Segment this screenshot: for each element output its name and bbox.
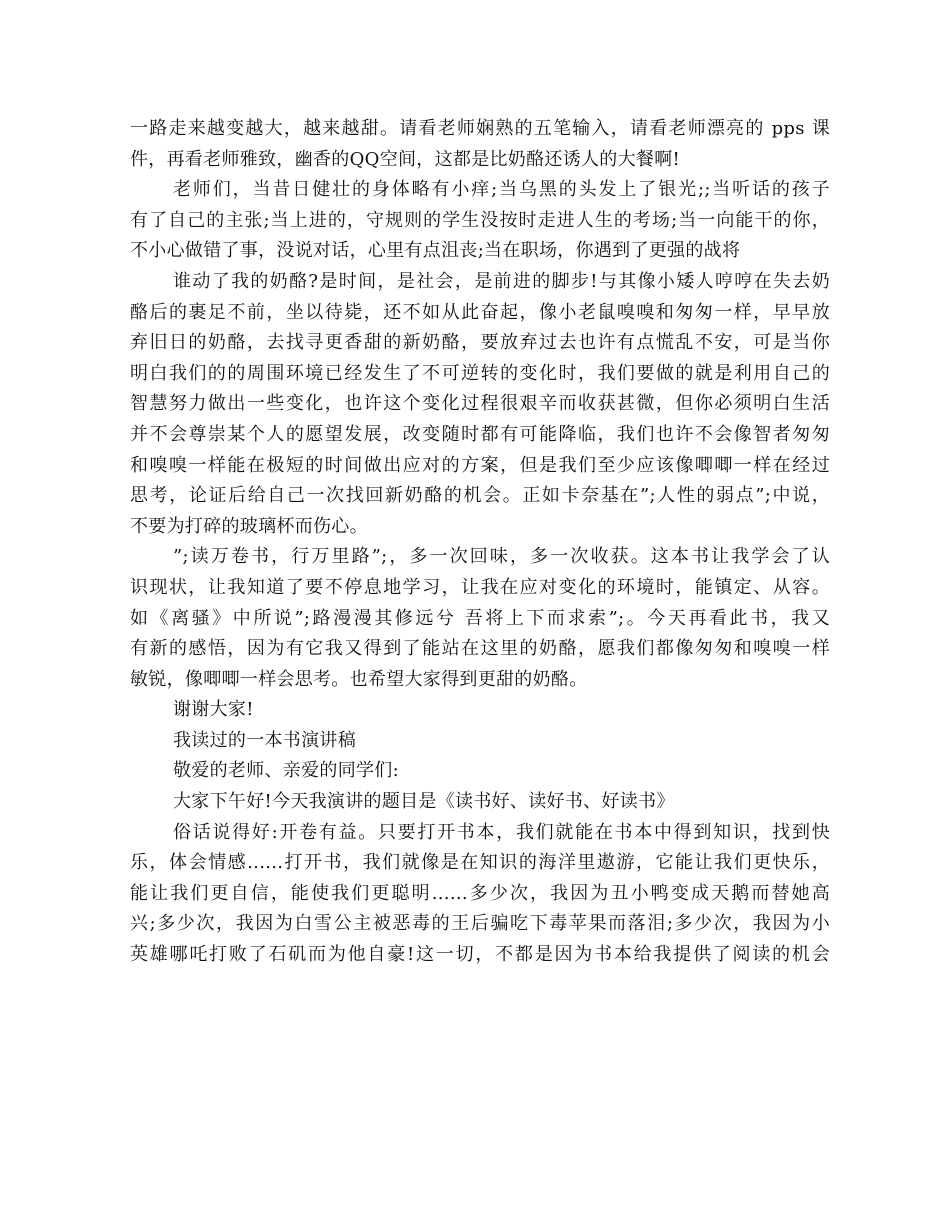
text-line: 敏锐，像唧唧一样会思考。也希望大家得到更甜的奶酪。 [130,668,588,690]
text-line: 有新的感悟，因为有它我又得到了能站在这里的奶酪，愿我们都像匆匆和嗅嗅一样 [130,638,830,660]
text-line: 不小心做错了事，没说对话，心里有点沮丧;当在职场，你遇到了更强的战将 [130,240,741,262]
text-line: 有了自己的主张;当上进的，守规则的学生没按时走进人生的考场;当一向能干的你， [130,209,830,231]
text-line: 弃旧日的奶酪，去找寻更香甜的新奶酪，要放弃过去也许有点慌乱不安，可是当你 [130,332,830,354]
text-line: 英雄哪吒打败了石矶而为他自豪!这一切，不都是因为书本给我提供了阅读的机会 [130,944,830,966]
text-line: 我读过的一本书演讲稿 [173,729,356,751]
text-line: 不要为打碎的玻璃杯而伤心。 [130,515,368,537]
body-text [130,114,830,971]
text-line: 俗话说得好:开卷有益。只要打开书本，我们就能在书本中得到知识，找到快 [173,821,830,843]
text-line: 思考，论证后给自己一次找回新奶酪的机会。正如卡奈基在”;人性的弱点”;中说， [130,485,830,507]
text-line: 明白我们的的周围环境已经发生了不可逆转的变化时，我们要做的就是利用自己的 [130,362,830,384]
text-line: 酪后的裹足不前，坐以待毙，还不如从此奋起，像小老鼠嗅嗅和匆匆一样，早早放 [130,301,830,323]
text-line: 兴;多少次，我因为白雪公主被恶毒的王后骗吃下毒苹果而落泪;多少次，我因为小 [130,913,830,935]
text-line: 谁动了我的奶酪?是时间，是社会，是前进的脚步!与其像小矮人哼哼在失去奶 [173,270,830,292]
text-line: ”;读万卷书，行万里路”;，多一次回味，多一次收获。这本书让我学会了认 [173,546,830,568]
text-line: 智慧努力做出一些变化，也许这个变化过程很艰辛而收获甚微，但你必须明白生活 [130,393,830,415]
text-line: 件，再看老师雅致，幽香的QQ空间，这都是比奶酪还诱人的大餐啊! [130,148,681,170]
text-line: 敬爱的老师、亲爱的同学们: [173,760,399,782]
text-line: 老师们，当昔日健壮的身体略有小痒;当乌黑的头发上了银光;;当听话的孩子 [173,179,830,201]
text-line: 能让我们更自信，能使我们更聪明......多少次，我因为丑小鸭变成天鹅而替她高 [130,882,830,904]
text-line: 大家下午好!今天我演讲的题目是《读书好、读好书、好读书》 [173,791,675,813]
text-line: 一路走来越变越大，越来越甜。请看老师娴熟的五笔输入，请看老师漂亮的 pps 课 [130,118,830,139]
text-line: 识现状，让我知道了要不停息地学习，让我在应对变化的环境时，能镇定、从容。 [130,576,830,598]
text-line: 谢谢大家! [173,699,254,721]
text-line: 并不会尊崇某个人的愿望发展，改变随时都有可能降临，我们也许不会像智者匆匆 [130,423,830,445]
text-line: 乐，体会情感......打开书，我们就像是在知识的海洋里遨游，它能让我们更快乐， [130,852,830,874]
text-line: 如《离骚》中所说”;路漫漫其修远兮 吾将上下而求索”;。今天再看此书，我又 [130,607,830,629]
text-line: 和嗅嗅一样能在极短的时间做出应对的方案，但是我们至少应该像唧唧一样在经过 [130,454,830,476]
